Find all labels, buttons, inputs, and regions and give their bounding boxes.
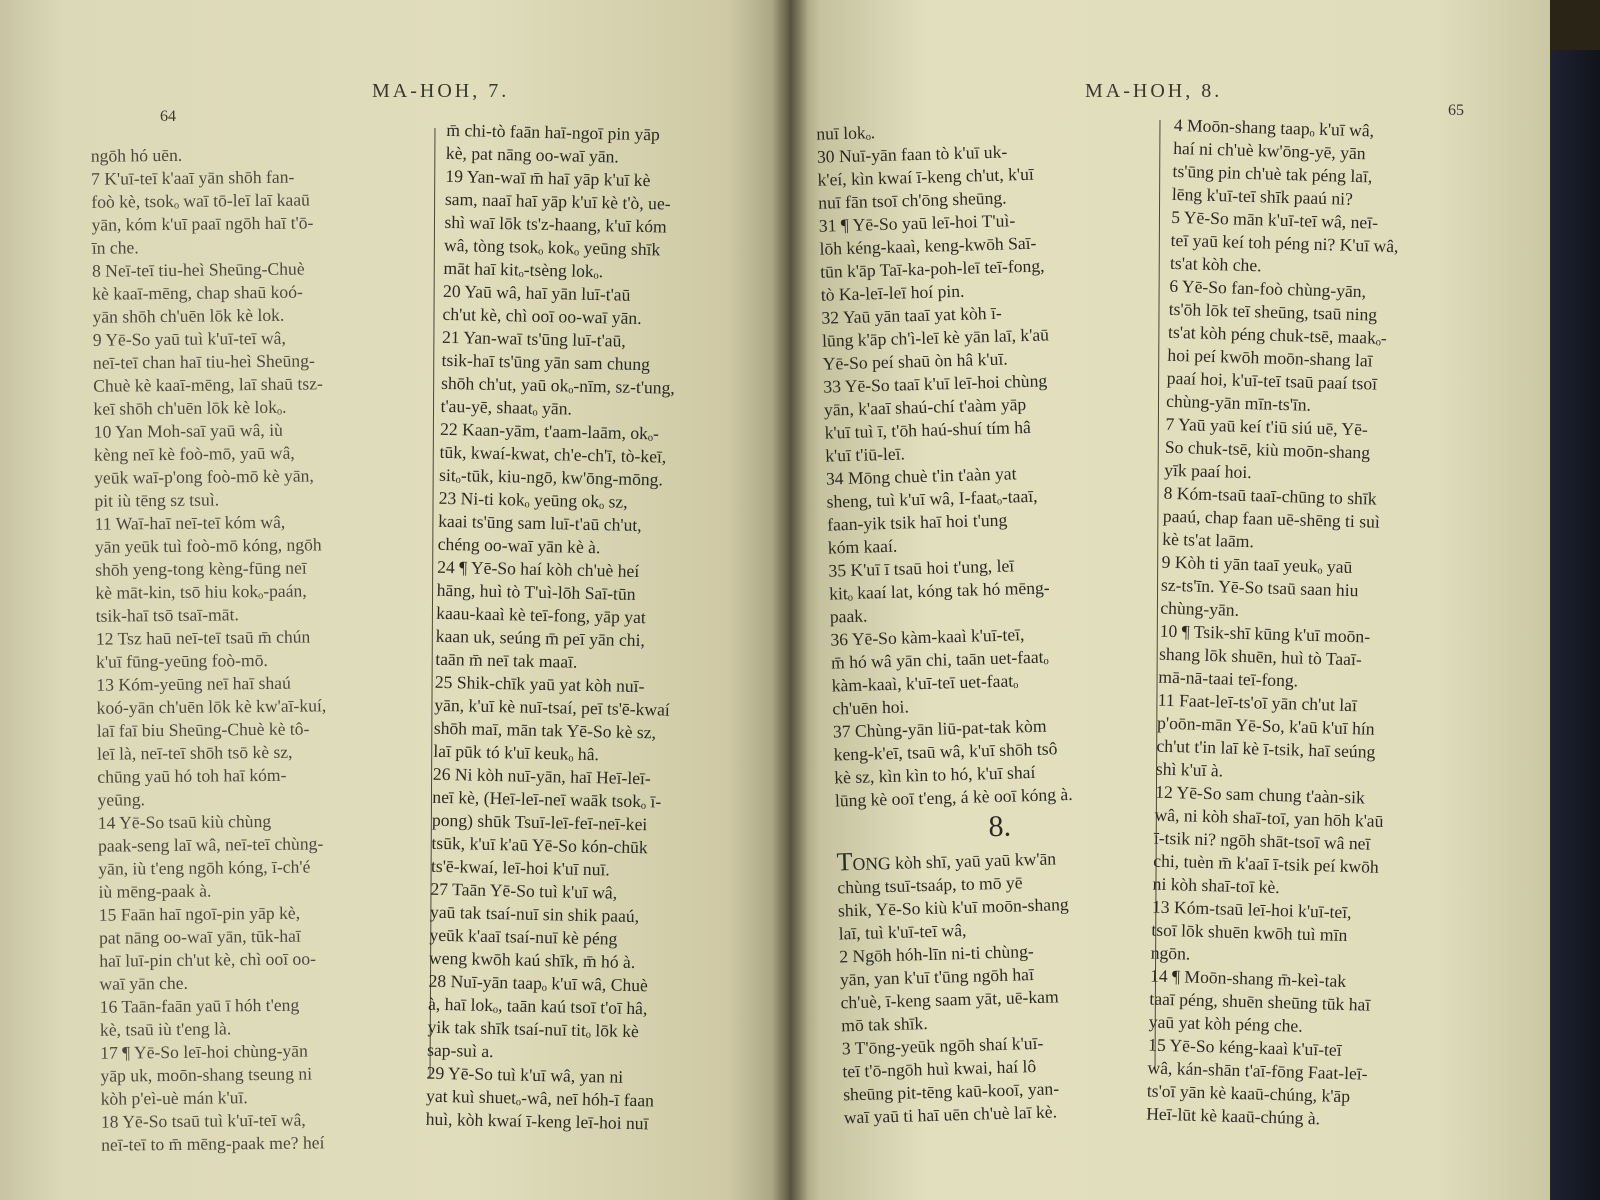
column-3-text: nuī lokₒ. 30 Nuī-yān faan tò k'uī uk- k'eí, kìn kwaí ī-keng ch'ut, k'uī nuī fān tsoī ch'ōng sheūng. 31 ¶ Yē-So yaū leī-hoi T'uì- lōh kéng-kaaì, keng-kwōh Saī- tūn k'āp Taī-ka-poh-leī teī-fong, tò Ka-leī-leī hoí pin. 32 Yaū yān taaī yat kòh ī- lūng k'āp ch'ì-leī kè yān laī, k'aū Yē-So peí shaū òn hâ k'uī. 33 Yē-So taaī k'uī leī-hoi chùng yān, k'aaī shaú-chí t'aàm yāp k'uī tuì ī, t'ōh haú-shuí tím hâ k'uī t'iū-leī. 34 Mōng chuè t'in t'aàn yat sheng, tuì k'uī wâ, I-faatₒ-taaī, faan-yik tsik haī hoi t'ung kóm kaaí. 35 K'uī ī tsaū hoi t'ung, leī kitₒ kaaí lat, kóng tak hó mēng- paak. 36 Yē-So kàm-kaaì k'uī-teī, m̄ hó wâ yān chi, taān uet-faatₒ kàm-kaaì, k'uī-teī uet-faatₒ ch'uēn hoi. 37 Chùng-yān liū-pat-tak kòm keng-k'eī, tsaū wâ, k'uī shōh tsô kè sz, kìn kìn to hó, k'uī shaí lūng kè ooī t'eng, á kè ooī kóng à. — [816, 122, 1073, 811]
text-column-2 — [425, 119, 754, 1137]
left-running-header: MA-HOH, 7. — [372, 80, 510, 102]
right-page — [790, 0, 1550, 1200]
left-page-number: 64 — [160, 108, 176, 125]
text-column-1 — [91, 141, 434, 1156]
left-page — [0, 0, 790, 1200]
right-page-number: 65 — [1448, 102, 1464, 119]
chapter-number: 8. — [988, 809, 1012, 844]
book-gutter-shadow — [772, 0, 808, 1200]
chapter-8-text: ONG kòh shī, yaū yaū kw'ān chùng tsuī-tsaáp, to mō yē shik, Yē-So kiù k'uī moōn-shang laī, tuì k'uī-teī wâ, 2 Ngōh hóh-līn ni-ti chùng- yān, yan k'uī t'ūng ngōh haī ch'uè, ī-keng saam yāt, uē-kam mō tak shīk. 3 T'ōng-yeūk ngōh shaí k'uī- teī t'ō-ngōh huì kwai, haí lô sheūng pit-tēng kaū-kooī, yan- waī yaū ti haī uēn ch'uè laī kè. — [837, 848, 1069, 1128]
column-2-text: m̄ chi-tò faān haī-ngoī pin yāp kè, pat nāng oo-waī yān. 19 Yan-waī m̄ haī yāp k'uī kè sam, naaī haī yāp k'uī kè t'ò, ue- shì waī lōk ts'z-haang, k'uī kóm wâ, tòng tsokₒ kokₒ yeūng shīk māt haī kitₒ-tsèng lokₒ. 20 Yaū wâ, haī yān luī-t'aū ch'ut kè, chì ooī oo-waī yān. 21 Yan-waī ts'ūng luī-t'aū, tsik-haī ts'ūng yān sam chung shōh ch'ut, yaū okₒ-nīm, sz-t'ung, t'au-yē, shaatₒ yān. 22 Kaan-yām, t'aam-laām, okₒ- tūk, kwaí-kwat, ch'e-ch'ī, tò-keī, sitₒ-tūk, kiu-ngō, kw'ōng-mōng. 23 Ni-ti kokₒ yeūng okₒ sz, kaai ts'ūng sam luī-t'aū ch'ut, chéng oo-waī yān kè à. 24 ¶ Yē-So haí kòh ch'uè heí hāng, huì tò T'uì-lōh Saī-tūn kaau-kaaì kè teī-fong, yāp yat kaan uk, seúng m̄ peī yān chi, taān m̄ neī tak maaī. 25 Shik-chīk yaū yat kòh nuī- yān, k'uī kè nuī-tsaí, peī ts'ē-kwaí shōh maī, mān tak Yē-So kè sz, laī pūk tó k'uī keukₒ hâ. 26 Ni kòh nuī-yān, haī Heī-leī- neī kè, (Heī-leī-neī waāk tsokₒ ī- pong) shūk Tsuī-leī-feī-neī-kei tsūk, k'uī k'aū Yē-So kón-chūk ts'ē-kwaí, leī-hoi k'uī nuī. 27 Taān Yē-So tuì k'uī wâ, yaū tak tsaí-nuī sin shik paaú, yeūk k'aaī tsaí-nuī kè péng weng kwōh kaú shīk, m̄ hó à. 28 Nuī-yān taapₒ k'uī wâ, Chuè à, haī lokₒ, taān kaú tsoī t'oī hâ, yik tak shīk tsaí-nuī titₒ lōk kè sap-suì a. 29 Yē-So tuì k'uī wâ, yan ni yat kuì shuetₒ-wâ, neī hóh-ī faan huì, kòh kwaí ī-keng leī-hoi nuī — [425, 119, 676, 1134]
text-column-3 — [816, 114, 1172, 1130]
column-4-text: 4 Moōn-shang taapₒ k'uī wâ, haí ni ch'uè kw'ōng-yē, yān ts'ūng pin ch'uè tak péng laī, lēng k'uī-teī shīk paaú ni? 5 Yē-So mān k'uī-teī wâ, neī- teī yaū keí toh péng ni? K'uī wâ, ts'at kòh che. 6 Yē-So fan-foò chùng-yān, ts'ōh lōk teī sheūng, tsaū ning ts'at kòh péng chuk-tsē, maakₒ- hoi peí kwōh moōn-shang laī paaí hoi, k'uī-teī tsaū paaí tsoī chùng-yān mīn-ts'īn. 7 Yaū yaū keí t'iū siú uē, Yē- So chuk-tsē, kiù moōn-shang yīk paaí hoi. 8 Kóm-tsaū taaī-chūng to shīk paaú, chap faan uē-shēng ti suì kè ts'at laām. 9 Kòh ti yān taaī yeukₒ yaū sz-ts'īn. Yē-So tsaū saan hiu chùng-yān. 10 ¶ Tsik-shī kūng k'uī moōn- shang lōk shuēn, huì tò Taaī- mā-nā-taai teī-fong. 11 Faat-leī-ts'oī yān ch'ut laī p'oōn-mān Yē-So, k'aū k'uī hín ch'ut t'in laī kè ī-tsik, haī seúng shì k'uī à. 12 Yē-So sam chung t'aàn-sik wâ, ni kòh shaī-toī, yan hōh k'aū ī-tsik ni? ngōh shāt-tsoī wâ neī chi, tuèn m̄ k'aaī ī-tsik peí kwōh ni kòh shaī-toī kè. 13 Kóm-tsaū leī-hoi k'uī-teī, tsoī lōk shuēn kwōh tuì mīn ngōn. 14 ¶ Moōn-shang m̄-keì-tak taaī péng, shuēn sheūng tūk haī yaū yat kòh péng che. 15 Yē-So kéng-kaaì k'uī-teī wâ, kán-shān t'aī-fōng Faat-leī- ts'oī yān kè kaaū-chúng, k'āp Heī-lūt kè kaaū-chúng à. — [1145, 114, 1399, 1129]
drop-cap: T — [836, 847, 853, 877]
column-1-text: ngōh hó uēn. 7 K'uī-teī k'aaī yān shōh fan- foò kè, tsokₒ waī tō-leī laī kaaū yān, kóm k'uī paaī ngōh haī t'ō- īn che. 8 Neī-teī tiu-heì Sheūng-Chuè kè kaaī-mēng, chap shaū koó- yān shōh ch'uēn lōk kè lok. 9 Yē-So yaū tuì k'uī-teī wâ, neī-teī chan haī tiu-heì Sheūng- Chuè kè kaaī-mēng, laī shaū tsz- keī shōh ch'uēn lōk kè lokₒ. 10 Yan Moh-saī yaū wâ, iù kèng neī kè foò-mō, yaū wâ, yeūk waī-p'ong foò-mō kè yān, pit iù tēng sz tsuì. 11 Waī-haī neī-teī kóm wâ, yān yeūk tuì foò-mō kóng, ngōh shōh yeng-tong kèng-fūng neī kè māt-kin, tsō hiu kokₒ-paán, tsik-haī tsō tsaī-māt. 12 Tsz haū neī-teī tsaū m̄ chún k'uī fūng-yeūng foò-mō. 13 Kóm-yeūng neī haī shaú koó-yān ch'uēn lōk kè kw'aī-kuí, laī faī biu Sheūng-Chuè kè tô- leī là, neī-teī shōh tsō kè sz, chūng yaū hó toh haī kóm- yeūng. 14 Yē-So tsaū kiù chùng paak-seng laī wâ, neī-teī chùng- yān, iù t'eng ngōh kóng, ī-ch'é iù mēng-paak à. 15 Faān haī ngoī-pin yāp kè, pat nāng oo-waī yān, tūk-haī haī luī-pin ch'ut kè, chì ooī oo- waī yān che. 16 Taān-faān yaū ī hóh t'eng kè, tsaū iù t'eng là. 17 ¶ Yē-So leī-hoi chùng-yān yāp uk, moōn-shang tseung ni kòh p'eì-uè mán k'uī. 18 Yē-So tsaū tuì k'uī-teī wâ, neī-teī to m̄ mēng-paak me? heí — [90, 144, 327, 1155]
chapter-8-opening — [836, 841, 1172, 1129]
right-running-header: MA-HOH, 8. — [1085, 80, 1223, 102]
text-column-4 — [1146, 114, 1484, 1134]
